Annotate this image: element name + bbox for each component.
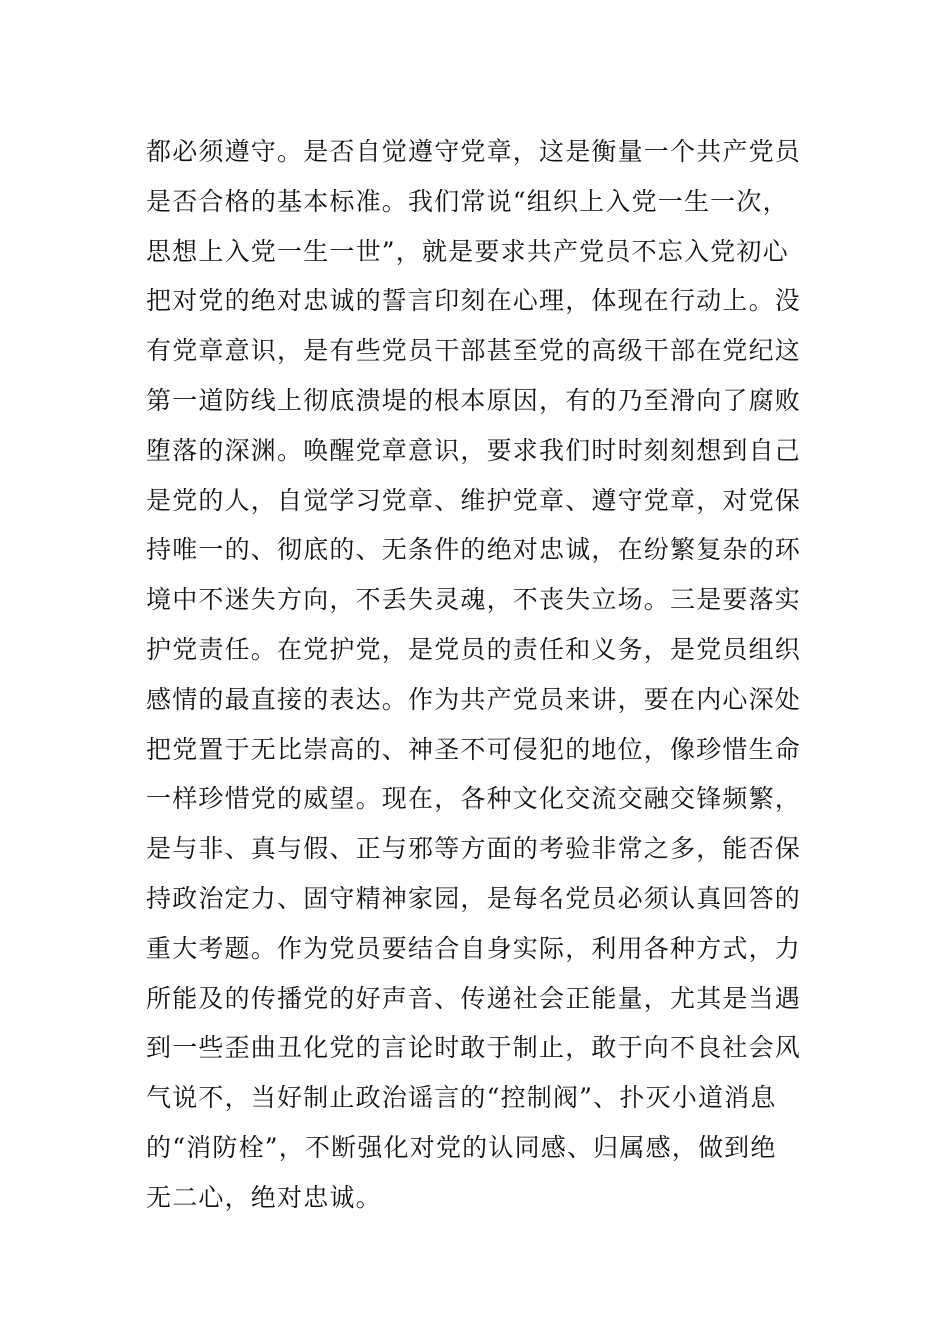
text-line: 到一些歪曲丑化党的言论时敢于制止，敢于向不良社会风 (146, 1033, 802, 1063)
text-line: 都必须遵守。是否自觉遵守党章，这是衡量一个共产党员 (146, 137, 802, 166)
text-line: 有党章意识，是有些党员干部甚至党的高级干部在党纪这 (146, 336, 802, 366)
text-line: 堕落的深渊。唤醒党章意识，要求我们时时刻刻想到自己 (146, 435, 802, 465)
text-line: 把对党的绝对忠诚的誓言印刻在心理，体现在行动上。没 (146, 286, 802, 316)
text-line: 把党置于无比崇高的、神圣不可侵犯的地位，像珍惜生命 (146, 734, 802, 764)
text-line: 无二心，绝对忠诚。 (146, 1182, 382, 1212)
text-line: 境中不迷失方向，不丢失灵魂，不丧失立场。三是要落实 (146, 585, 802, 615)
text-line: 护党责任。在党护党，是党员的责任和义务，是党员组织 (146, 634, 802, 664)
text-line: 所能及的传播党的好声音、传递社会正能量，尤其是当遇 (146, 983, 802, 1013)
text-line: 重大考题。作为党员要结合自身实际，利用各种方式，力 (146, 933, 802, 963)
text-line: 思想上入党一生一世”，就是要求共产党员不忘入党初心 (146, 236, 789, 266)
text-line: 是与非、真与假、正与邪等方面的考验非常之多，能否保 (146, 834, 802, 864)
text-line: 持唯一的、彻底的、无条件的绝对忠诚，在纷繁复杂的环 (146, 535, 802, 565)
body-paragraph (146, 127, 816, 1223)
text-line: 第一道防线上彻底溃堤的根本原因，有的乃至滑向了腐败 (146, 385, 802, 415)
text-line: 一样珍惜党的威望。现在，各种文化交流交融交锋频繁， (146, 784, 802, 814)
text-line: 感情的最直接的表达。作为共产党员来讲，要在内心深处 (146, 684, 802, 714)
text-line: 是否合格的基本标准。我们常说“组织上入党一生一次， (146, 186, 789, 216)
text-line: 持政治定力、固守精神家园，是每名党员必须认真回答的 (146, 883, 802, 913)
text-line: 的“消防栓”，不断强化对党的认同感、归属感，做到绝 (146, 1132, 777, 1162)
text-line: 是党的人，自觉学习党章、维护党章、遵守党章，对党保 (146, 485, 802, 515)
text-line: 气说不，当好制止政治谣言的“控制阀”、扑灭小道消息 (146, 1083, 777, 1113)
